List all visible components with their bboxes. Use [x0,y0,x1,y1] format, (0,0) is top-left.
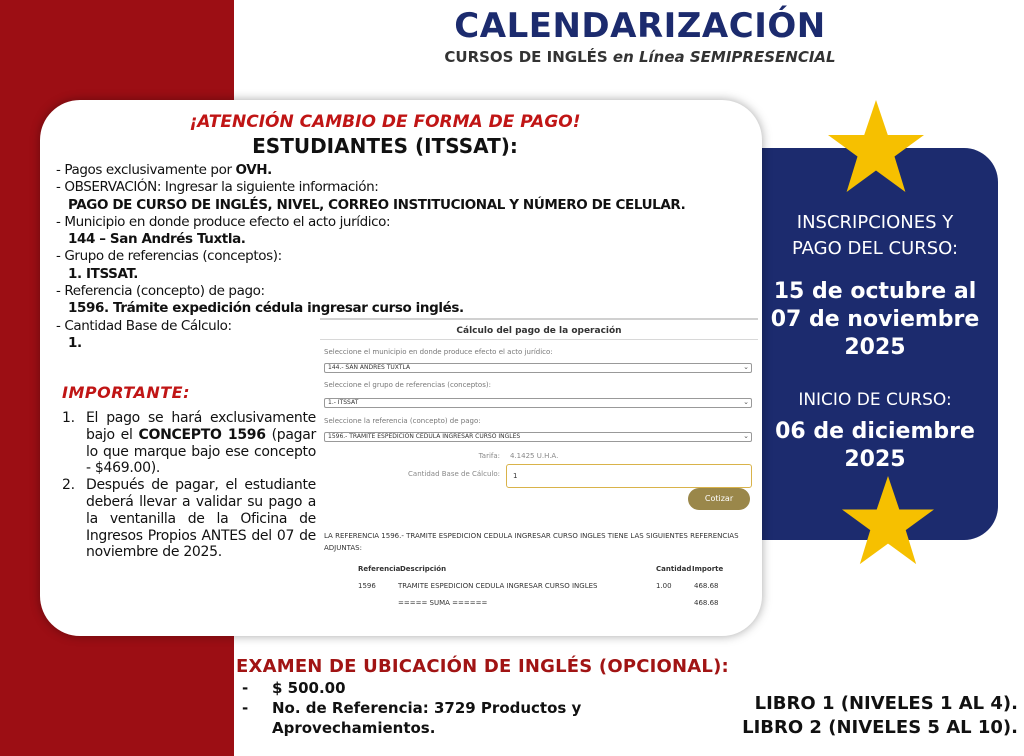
list-item: - Grupo de referencias (conceptos): [56,248,282,265]
list-subitem: PAGO DE CURSO DE INGLÉS, NIVEL, CORREO INSTITUCIONAL Y NÚMERO DE CELULAR. [68,196,686,213]
inscripciones-label [752,210,998,262]
list-item: - Municipio en donde produce efecto el acto jurídico: [56,213,391,230]
line-bold: OVH. [235,162,272,178]
referencia-label: Seleccione la referencia (concepto) de pago: [324,417,481,425]
list-item: - Referencia (concepto) de pago: [56,283,265,300]
insc-line-1: INSCRIPCIONES Y [796,212,954,233]
tarifa-value: 4.1425 U.H.A. [510,452,559,460]
item-text [86,410,316,477]
exam-item [242,678,581,698]
item-text-bold: CONCEPTO 1596 [138,426,266,443]
exam-reference-line-2: Aprovechamientos. [272,719,436,737]
subtitle-italic: en Línea [612,48,685,66]
municipio-label: Seleccione el municipio en donde produce efecto el acto jurídico: [324,348,553,356]
grupo-select[interactable] [324,398,752,408]
line-text: - Pagos exclusivamente por [56,162,236,178]
importante-list [62,410,316,561]
grupo-value: 1.- ITSSAT [328,399,359,406]
dash: - [242,699,249,717]
list-subitem: 1596. Trámite expedición cédula ingresar curso inglés. [68,300,464,317]
insc-line-2: PAGO DEL CURSO: [791,238,959,259]
dates-line-1: 15 de octubre al [773,279,977,304]
books-info [742,692,1018,740]
list-item [56,162,736,179]
row-importe: 468.68 [694,582,719,590]
item-text-c: (pagar lo que marque bajo ese concepto - $469.00). [86,426,316,477]
dates-line-2: 07 de noviembre [770,307,980,332]
exam-list [242,678,581,738]
inicio-date [752,418,998,474]
item-number: 2. [62,477,75,494]
col-importe: Importe [692,565,724,573]
grupo-label: Seleccione el grupo de referencias (conceptos): [324,381,491,389]
col-descripcion: Descripción [400,565,447,573]
tarifa-label: Tarifa: [478,452,500,460]
list-subitem: 1. [68,334,82,351]
chevron-down-icon: ⌄ [743,398,749,406]
exam-item [242,698,581,738]
students-heading: ESTUDIANTES (ITSSAT): [252,134,518,158]
referencia-select[interactable] [324,432,752,442]
importante-heading: IMPORTANTE: [62,383,190,402]
municipio-select[interactable] [324,363,752,373]
list-subitem: 1. ITSSAT. [68,265,138,282]
item-text: Después de pagar, el estudiante deberá llevar a validar su pago a la ventanilla de la Oficina de Ingresos Propios ANTES del 07 de noviembre de 2025. [86,477,316,561]
header [410,6,870,66]
exam-reference [272,698,581,738]
col-cantidad: Cantidad [656,565,692,573]
dash: - [242,679,249,697]
exam-heading: EXAMEN DE UBICACIÓN DE INGLÉS (OPCIONAL): [236,656,729,677]
referencia-value: 1596.- TRAMITE ESPEDICION CEDULA INGRESAR CURSO INGLES [328,433,521,440]
list-item: - Cantidad Base de Cálculo: [56,317,232,334]
payment-form-screenshot [320,318,758,610]
subtitle-prefix: CURSOS DE INGLÉS [444,48,613,66]
item-number: 1. [62,410,75,426]
chevron-down-icon: ⌄ [743,432,749,440]
row-referencia: 1596 [358,582,376,590]
star-icon [826,100,926,196]
star-icon [840,476,936,568]
inscripciones-dates [752,278,998,362]
col-referencia: Referencia [358,565,401,573]
importante-item [62,410,316,477]
cotizar-button[interactable]: Cotizar [688,488,750,510]
attention-heading: ¡ATENCIÓN CAMBIO DE FORMA DE PAGO! [189,112,581,132]
form-title: Cálculo del pago de la operación [320,318,758,340]
page-title: CALENDARIZACIÓN [454,6,826,46]
municipio-value: 144.- SAN ANDRES TUXTLA [328,364,411,371]
inicio-label: INICIO DE CURSO: [798,390,952,410]
book-1: LIBRO 1 (NIVELES 1 AL 4). [754,693,1018,714]
list-subitem: 144 – San Andrés Tuxtla. [68,231,246,248]
inicio-line-1: 06 de diciembre [775,419,975,444]
cantidad-input[interactable]: 1 [506,464,752,488]
suma-label: ===== SUMA ====== [398,599,488,607]
referencias-note: LA REFERENCIA 1596.- TRAMITE ESPEDICION CEDULA INGRESAR CURSO INGLES TIENE LAS SIGUIENTES REFERENCIAS ADJUNTAS: [324,532,739,552]
book-2: LIBRO 2 (NIVELES 5 AL 10). [742,717,1018,738]
dates-line-3: 2025 [844,335,906,360]
page-subtitle [410,48,870,66]
importante-item [62,477,316,561]
exam-reference-line-1: No. de Referencia: 3729 Productos y [272,699,582,717]
item-text-a: El pago se hará exclusivamente bajo el [86,410,316,443]
cantidad-label: Cantidad Base de Cálculo: [408,470,500,478]
suma-value: 468.68 [694,599,719,607]
row-descripcion: TRAMITE ESPEDICION CEDULA INGRESAR CURSO INGLES [398,582,598,590]
inicio-line-2: 2025 [844,447,906,472]
list-item: - OBSERVACIÓN: Ingresar la siguiente información: [56,179,379,196]
row-cantidad: 1.00 [656,582,672,590]
chevron-down-icon: ⌄ [743,363,749,371]
subtitle-suffix: SEMIPRESENCIAL [684,48,836,66]
exam-price: $ 500.00 [272,679,346,697]
